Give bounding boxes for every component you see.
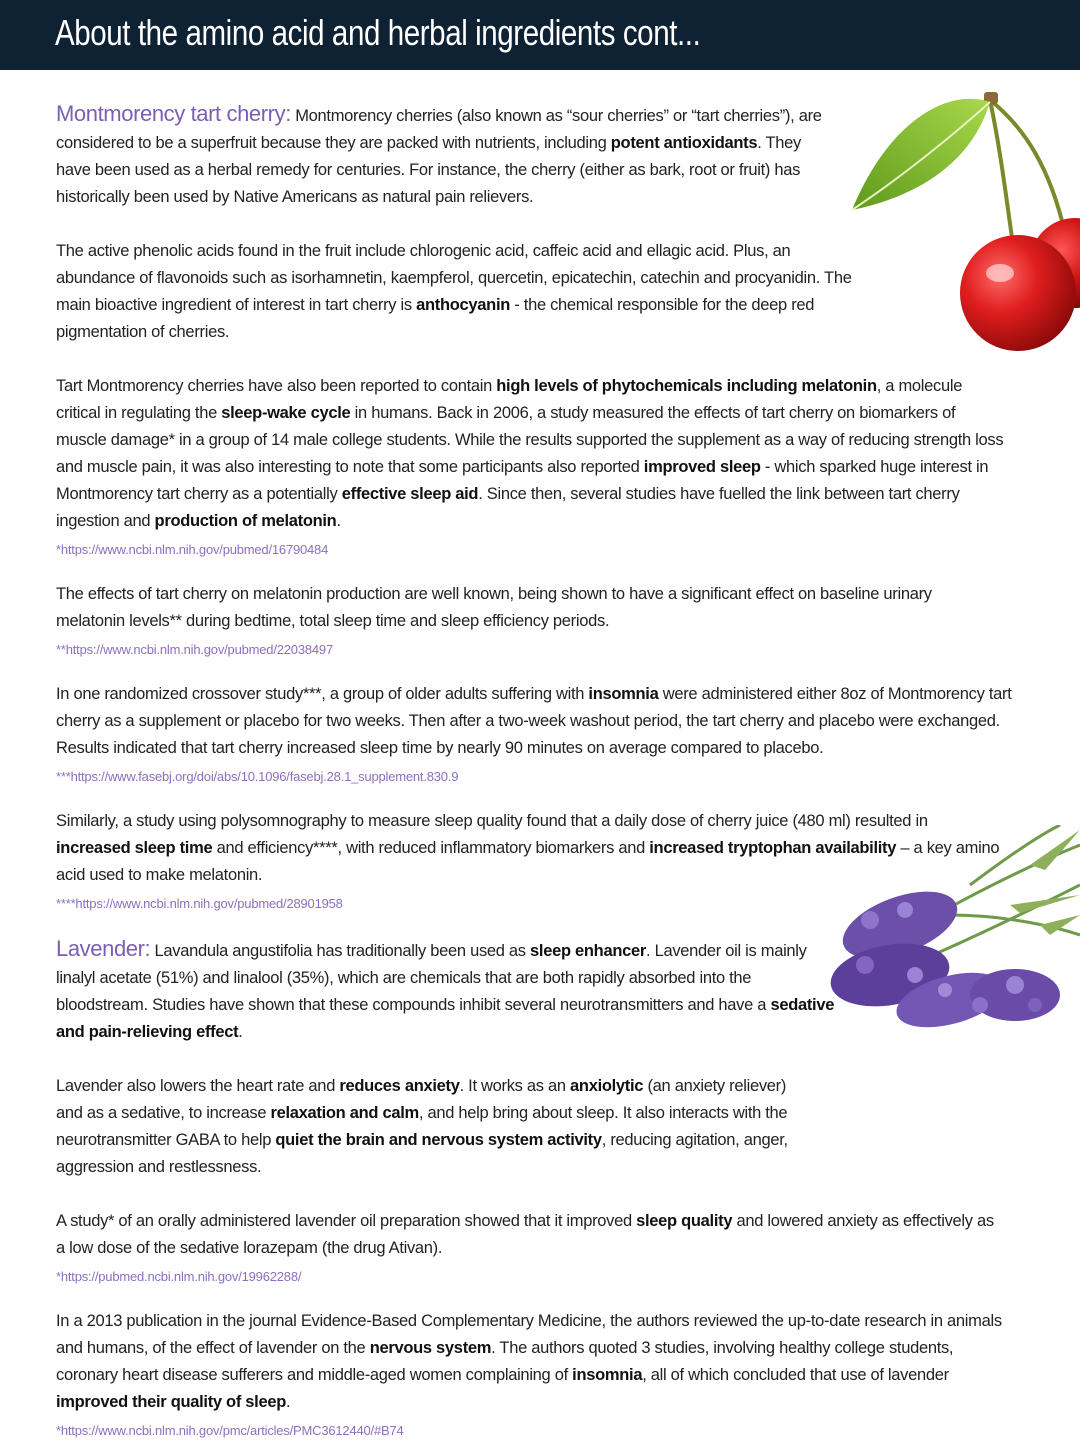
emphasis-text: increased sleep time bbox=[56, 839, 213, 857]
page-title: About the amino acid and herbal ingredients cont... bbox=[55, 12, 701, 53]
page-header bbox=[0, 0, 1080, 70]
cherry-paragraph-5 bbox=[56, 681, 1016, 762]
emphasis-text: effective sleep aid bbox=[341, 485, 479, 503]
article-content bbox=[56, 100, 1016, 1440]
emphasis-text: relaxation and calm bbox=[270, 1104, 419, 1122]
cherry-paragraph-2 bbox=[56, 238, 866, 346]
body-text: . Lavender oil is mainly linalyl acetate (51%) and linalool (35%), which are chemicals that are both rapidly absorbed into the bloodstream. Studies have shown that these compounds inhibit several neurotransmitters and have a bbox=[56, 942, 807, 1014]
reference-link[interactable]: ***https://www.fasebj.org/doi/abs/10.1096/fasebj.28.1_supplement.830.9 bbox=[56, 769, 459, 784]
emphasis-text: improved their quality of sleep bbox=[56, 1393, 286, 1411]
body-text: In one randomized crossover study***, a group of older adults suffering with bbox=[56, 685, 589, 703]
cherry-paragraph-4 bbox=[56, 581, 996, 635]
body-text: and lowered anxiety as effectively as a low dose of the sedative lorazepam (the drug Ativan). bbox=[56, 1212, 994, 1257]
body-text: . bbox=[286, 1393, 291, 1411]
emphasis-text: reduces anxiety bbox=[339, 1077, 460, 1095]
body-text: . It works as an bbox=[459, 1077, 571, 1095]
body-text: . bbox=[336, 512, 341, 530]
body-text: . Since then, several studies have fuelled the link between tart cherry ingestion and bbox=[56, 485, 960, 530]
lavender-paragraph-4 bbox=[56, 1308, 1006, 1416]
emphasis-text: insomnia bbox=[588, 685, 659, 703]
body-text: - the chemical responsible for the deep red pigmentation of cherries. bbox=[56, 296, 815, 341]
emphasis-text: potent antioxidants bbox=[610, 134, 758, 152]
body-text: , all of which concluded that use of lavender bbox=[642, 1366, 949, 1384]
body-text: (an anxiety reliever) and as a sedative, to increase bbox=[56, 1077, 787, 1122]
body-text: Montmorency cherries (also known as “sour cherries” or “tart cherries”), are considered to be a superfruit because they are packed with nutrients, including bbox=[56, 107, 822, 152]
emphasis-text: sleep enhancer bbox=[530, 942, 646, 960]
lavender-paragraph-2 bbox=[56, 1073, 816, 1181]
body-text: Lavender also lowers the heart rate and bbox=[56, 1077, 340, 1095]
lavender-heading: Lavender: bbox=[56, 936, 151, 961]
cherry-heading: Montmorency tart cherry: bbox=[56, 101, 291, 126]
body-text: Tart Montmorency cherries have also been reported to contain bbox=[56, 377, 497, 395]
body-text: and efficiency****, with reduced inflammatory biomarkers and bbox=[212, 839, 650, 857]
emphasis-text: increased tryptophan availability bbox=[649, 839, 897, 857]
body-text: , and help bring about sleep. It also interacts with the neurotransmitter GABA to help bbox=[56, 1104, 788, 1149]
reference-link[interactable]: *https://pubmed.ncbi.nlm.nih.gov/19962288/ bbox=[56, 1269, 302, 1284]
body-text: In a 2013 publication in the journal Evidence-Based Complementary Medicine, the authors reviewed the up-to-date research in animals and humans, of the effect of lavender on the bbox=[56, 1312, 1002, 1357]
lavender-paragraph-3 bbox=[56, 1208, 1006, 1262]
body-text: - which sparked huge interest in Montmorency tart cherry as a potentially bbox=[56, 458, 989, 503]
cherry-paragraph-1 bbox=[56, 100, 836, 211]
reference-link[interactable]: ****https://www.ncbi.nlm.nih.gov/pubmed/28901958 bbox=[56, 896, 343, 911]
cherry-paragraph-3 bbox=[56, 373, 1006, 535]
emphasis-text: insomnia bbox=[572, 1366, 643, 1384]
body-text: The effects of tart cherry on melatonin production are well known, being shown to have a significant effect on baseline urinary melatonin levels** during bedtime, total sleep time and sleep efficiency periods. bbox=[56, 585, 932, 630]
emphasis-text: sleep-wake cycle bbox=[221, 404, 351, 422]
emphasis-text: production of melatonin bbox=[154, 512, 337, 530]
body-text: – a key amino acid used to make melatonin. bbox=[56, 839, 1000, 884]
emphasis-text: anxiolytic bbox=[570, 1077, 644, 1095]
emphasis-text: improved sleep bbox=[643, 458, 761, 476]
reference-link[interactable]: **https://www.ncbi.nlm.nih.gov/pubmed/22038497 bbox=[56, 642, 333, 657]
body-text: were administered either 8oz of Montmorency tart cherry as a supplement or placebo for two weeks. Then after a two-week washout period, the tart cherry and placebo were exchanged. Results indicated that tart cherry increased sleep time by nearly 90 minutes on average compared to placebo. bbox=[56, 685, 1012, 757]
body-text: The active phenolic acids found in the fruit include chlorogenic acid, caffeic acid and ellagic acid. Plus, an abundance of flavonoids such as isorhamnetin, kaempferol, quercetin, epicatechin, catechin and procyanidin. The main bioactive ingredient of interest in tart cherry is bbox=[56, 242, 852, 314]
body-text: Lavandula angustifolia has traditionally been used as bbox=[150, 942, 531, 960]
body-text: A study* of an orally administered lavender oil preparation showed that it improved bbox=[56, 1212, 637, 1230]
emphasis-text: quiet the brain and nervous system activity bbox=[275, 1131, 602, 1149]
body-text: . They have been used as a herbal remedy for centuries. For instance, the cherry (either as bark, root or fruit) has historically been used by Native Americans as natural pain relievers. bbox=[56, 134, 802, 206]
cherry-paragraph-6 bbox=[56, 808, 1006, 889]
reference-link[interactable]: *https://www.ncbi.nlm.nih.gov/pubmed/16790484 bbox=[56, 542, 329, 557]
body-text: in humans. Back in 2006, a study measured the effects of tart cherry on biomarkers of muscle damage* in a group of 14 male college students. While the results supported the supplement as a way of reducing strength loss and muscle pain, it was also interesting to note that some participants also reported bbox=[56, 404, 1004, 476]
body-text: , a molecule critical in regulating the bbox=[56, 377, 963, 422]
emphasis-text: nervous system bbox=[369, 1339, 492, 1357]
lavender-paragraph-1 bbox=[56, 935, 836, 1046]
reference-link[interactable]: *https://www.ncbi.nlm.nih.gov/pmc/articles/PMC3612440/#B74 bbox=[56, 1423, 404, 1438]
body-text: . The authors quoted 3 studies, involving healthy college students, coronary heart disease sufferers and middle-aged women complaining of bbox=[56, 1339, 954, 1384]
body-text: , reducing agitation, anger, aggression and restlessness. bbox=[56, 1131, 788, 1176]
body-text: Similarly, a study using polysomnography to measure sleep quality found that a daily dose of cherry juice (480 ml) resulted in bbox=[56, 812, 928, 830]
body-text: . bbox=[238, 1023, 243, 1041]
emphasis-text: high levels of phytochemicals including melatonin bbox=[496, 377, 877, 395]
emphasis-text: sedative and pain-relieving effect bbox=[56, 996, 835, 1041]
emphasis-text: anthocyanin bbox=[416, 296, 511, 314]
emphasis-text: sleep quality bbox=[636, 1212, 733, 1230]
